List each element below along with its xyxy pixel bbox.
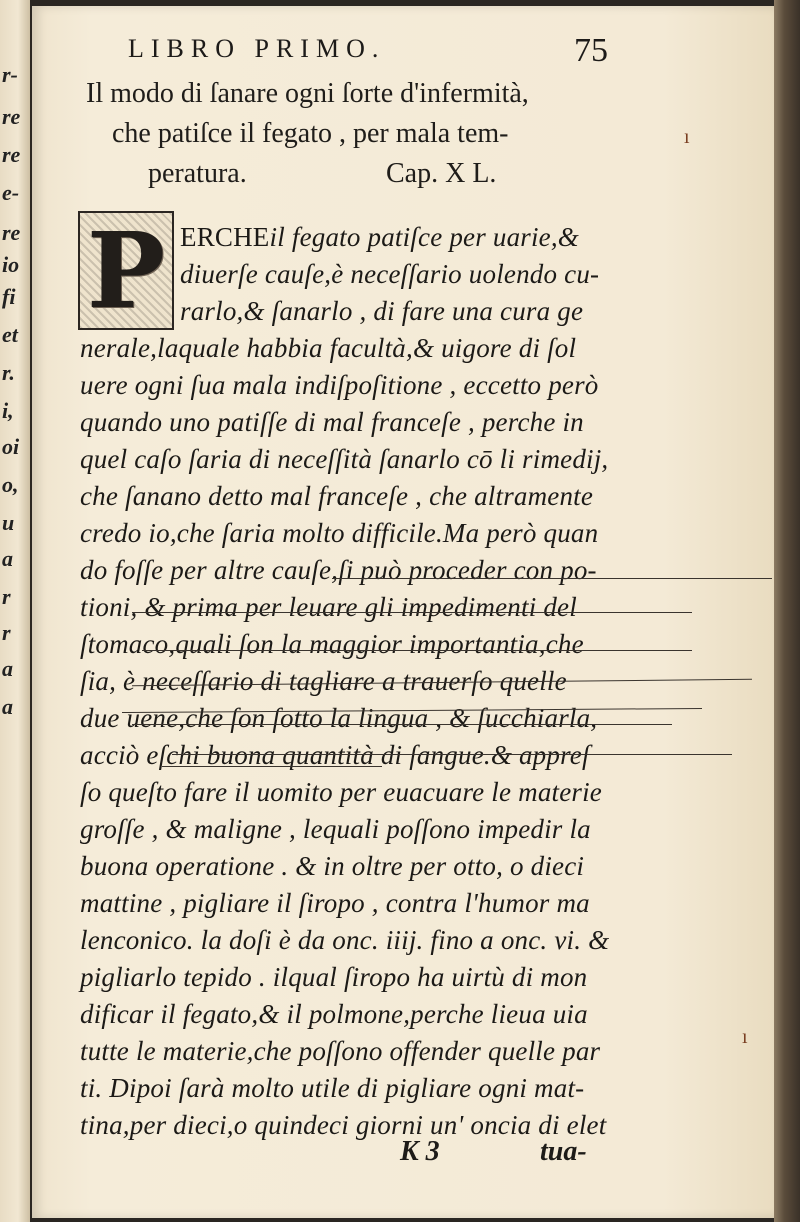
running-head-text: LIBRO PRIMO. (128, 34, 386, 63)
left-fragment: oi (2, 434, 20, 459)
text-line: nerale,laquale habbia facultà,& uigore di ſol (80, 333, 577, 363)
signature-mark: K 3 (400, 1136, 440, 1167)
left-fragment: i, (2, 398, 14, 423)
text-line (180, 222, 579, 253)
text-line: ſia, è neceſſario di tagliare a trauerſo quelle (80, 666, 567, 696)
running-head (128, 32, 608, 69)
ink-mark: ı (684, 126, 690, 148)
left-fragment: io (2, 252, 20, 277)
title-line-3: peratura. (148, 158, 247, 189)
ink-mark: ı (742, 1026, 748, 1048)
text-line: tina,per dieci,o quindeci giorni un' oncia di elet (80, 1110, 607, 1140)
right-page-edge (774, 0, 800, 1222)
left-fragment: e- (2, 180, 20, 205)
drop-cap-letter: P (86, 208, 166, 332)
pen-stroke (132, 612, 692, 613)
pen-stroke (132, 724, 672, 725)
left-fragment: a (2, 656, 13, 681)
left-page-edge (0, 0, 30, 1222)
text-line: dificar il fegato,& il polmone,perche lieua uia (80, 999, 588, 1029)
book-page (32, 6, 774, 1218)
pen-stroke (172, 754, 732, 755)
text-line: uere ogni ſua mala indiſpoſitione , eccetto però (80, 370, 599, 400)
text-line: tutte le materie,che poſſono offender quelle par (80, 1036, 601, 1066)
text-line: quando uno patiſſe di mal franceſe , perche in (80, 407, 584, 437)
page-number: 75 (574, 32, 608, 69)
text-line: che ſanano detto mal franceſe , che altramente (80, 481, 594, 511)
left-fragment: r. (2, 360, 15, 385)
text-line: due uene,che ſon ſotto la lingua , & ſucchiarla, (80, 703, 598, 733)
left-fragment: re (2, 220, 21, 245)
first-word-caps: ERCHE (180, 222, 270, 252)
text-line: buona operatione . & in oltre per otto, o dieci (80, 851, 585, 881)
pen-stroke (142, 650, 692, 651)
decorated-initial (78, 208, 174, 332)
title-line-1: Il modo di ſanare ogni ſorte d'infermità, (86, 78, 529, 109)
pen-stroke (162, 766, 382, 767)
left-fragment: o, (2, 472, 19, 497)
text-line: credo io,che ſaria molto difficile.Ma però quan (80, 518, 599, 548)
text-line: quel caſo ſaria di neceſſità ſanarlo cō li rimedij, (80, 444, 609, 474)
text-line: groſſe , & maligne , lequali poſſono impedir la (80, 814, 591, 844)
text-line: ſo queſto fare il uomito per euacuare le materie (80, 777, 602, 807)
left-fragment: r- (2, 62, 18, 87)
pen-stroke (332, 578, 772, 579)
left-fragment: re (2, 104, 21, 129)
left-fragment: u (2, 510, 15, 535)
text-line: mattine , pigliare il ſiropo , contra l'humor ma (80, 888, 590, 918)
left-fragment: r (2, 620, 11, 645)
chapter-number: Cap. X L. (386, 158, 497, 189)
catchword: tua- (540, 1136, 587, 1167)
left-fragment: re (2, 142, 21, 167)
text-line: ti. Dipoi ſarà molto utile di pigliare ogni mat- (80, 1073, 585, 1103)
text-line: acciò eſchi buona quantità di ſangue.& appreſ (80, 740, 590, 770)
text-line: rarlo,& ſanarlo , di fare una cura ge (180, 296, 584, 326)
title-line-2: che patiſce il fegato , per mala tem- (112, 118, 509, 149)
left-fragment: fi (2, 284, 16, 309)
text-line: diuerſe cauſe,è neceſſario uolendo cu- (180, 259, 600, 289)
chapter-title (80, 74, 640, 194)
left-fragment: et (2, 322, 18, 347)
left-fragment: a (2, 694, 13, 719)
text-line-content: il fegato patiſce per uarie,& (269, 222, 580, 252)
left-fragment: a (2, 546, 13, 571)
text-line: lenconico. la doſi è da onc. iiij. fino a onc. vi. & (80, 925, 610, 955)
text-line: ſtomaco,quali ſon la maggior importantia,che (80, 629, 584, 659)
text-line: pigliarlo tepido . ilqual ſiropo ha uirtù di mon (80, 962, 588, 992)
left-fragment: r (2, 584, 11, 609)
text-line: tioni, & prima per leuare gli impedimenti del (80, 592, 577, 622)
text-line: do foſſe per altre cauſe,ſi può proceder con po- (80, 555, 597, 585)
